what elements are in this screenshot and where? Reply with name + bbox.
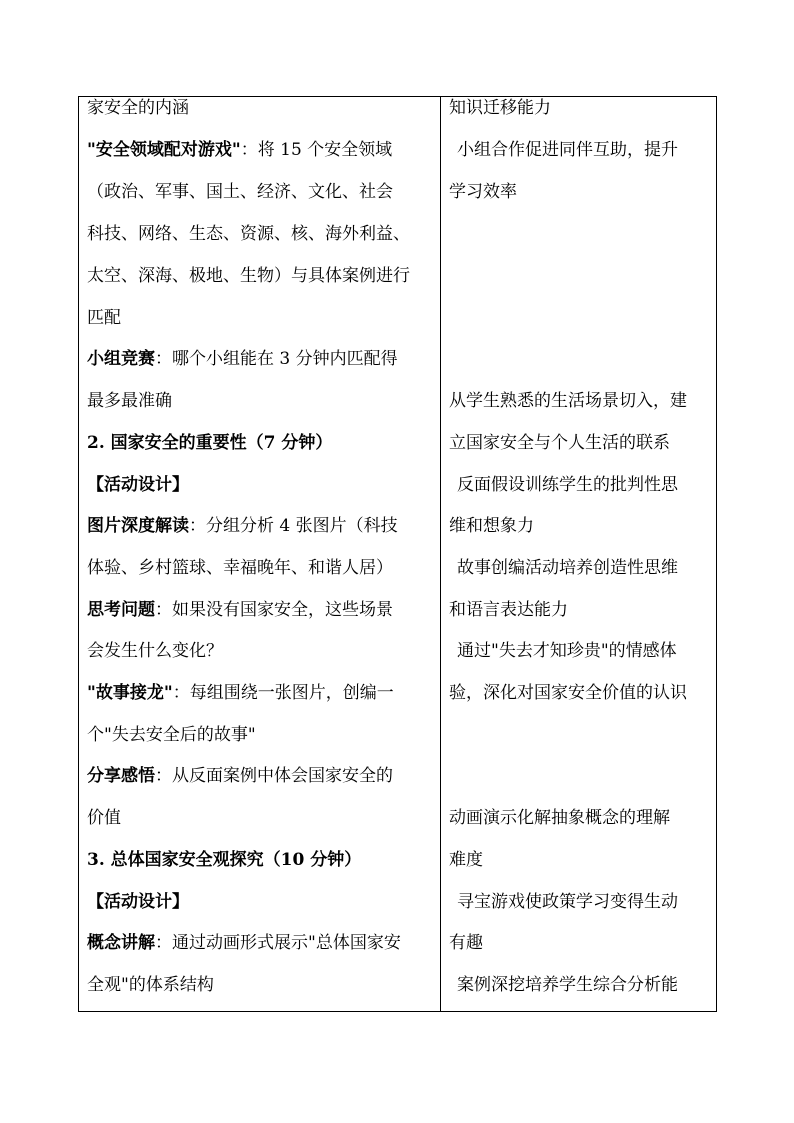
story-title: "故事接龙" xyxy=(87,683,173,703)
text-line: 知识迁移能力 xyxy=(449,98,551,118)
text-line: 太空、深海、极地、生物）与具体案例进行 xyxy=(87,266,410,286)
question-line xyxy=(87,600,393,620)
text-line: 最多最准确 xyxy=(87,391,172,411)
text-line: 会发生什么变化？ xyxy=(87,641,223,661)
story-line xyxy=(87,683,394,703)
concept-line xyxy=(87,933,401,953)
text-line: 动画演示化解抽象概念的理解 xyxy=(449,808,670,828)
text-line: 验，深化对国家安全价值的认识 xyxy=(449,683,687,703)
text-line: 案例深挖培养学生综合分析能 xyxy=(457,975,678,995)
story-text: ：每组围绕一张图片，创编一 xyxy=(172,683,394,703)
text-line: 维和想象力 xyxy=(449,516,534,536)
text-line: 科技、网络、生态、资源、核、海外利益、 xyxy=(87,224,410,244)
text-line: 立国家安全与个人生活的联系 xyxy=(449,433,670,453)
contest-line xyxy=(87,349,398,369)
question-title: 思考问题 xyxy=(87,600,155,620)
picture-reading-text: ：分组分析 4 张图片（科技 xyxy=(189,516,398,536)
text-line: 小组合作促进同伴互助，提升 xyxy=(457,140,678,160)
pairing-game-title: "安全领域配对游戏" xyxy=(87,140,241,160)
text-line: 寻宝游戏使政策学习变得生动 xyxy=(457,892,678,912)
contest-text: ：哪个小组能在 3 分钟内匹配得 xyxy=(155,349,398,369)
text-line: 有趣 xyxy=(449,933,483,953)
text-line: 通过"失去才知珍贵"的情感体 xyxy=(457,641,677,661)
concept-text: ：通过动画形式展示"总体国家安 xyxy=(155,933,401,953)
text-line: （政治、军事、国土、经济、文化、社会 xyxy=(87,182,393,202)
section-3-heading: 3. 总体国家安全观探究（10 分钟） xyxy=(87,850,362,870)
question-text: ：如果没有国家安全，这些场景 xyxy=(155,600,393,620)
pairing-game-text: ：将 15 个安全领域 xyxy=(240,140,393,160)
text-line: 个"失去安全后的故事" xyxy=(87,725,256,745)
share-title: 分享感悟 xyxy=(87,766,155,786)
text-line: 全观"的体系结构 xyxy=(87,975,214,995)
text-line: 从学生熟悉的生活场景切入，建 xyxy=(449,391,687,411)
text-line: 体验、乡村篮球、幸福晚年、和谐人居） xyxy=(87,558,393,578)
activity-design-heading: 【活动设计】 xyxy=(87,475,189,495)
picture-reading-title: 图片深度解读 xyxy=(87,516,189,536)
intent-column xyxy=(441,97,716,1011)
share-line xyxy=(87,766,393,786)
text-line: 和语言表达能力 xyxy=(449,600,568,620)
text-line: 故事创编活动培养创造性思维 xyxy=(457,558,678,578)
pairing-game-line xyxy=(87,140,392,160)
share-text: ：从反面案例中体会国家安全的 xyxy=(155,766,393,786)
contest-title: 小组竞赛 xyxy=(87,349,155,369)
picture-reading-line xyxy=(87,516,398,536)
text-line: 难度 xyxy=(449,850,483,870)
concept-title: 概念讲解 xyxy=(87,933,155,953)
activity-column xyxy=(79,97,441,1011)
text-line: 匹配 xyxy=(87,308,121,328)
text-line: 家安全的内涵 xyxy=(87,98,189,118)
lesson-plan-table xyxy=(78,96,717,1012)
section-2-heading: 2. 国家安全的重要性（7 分钟） xyxy=(87,433,333,453)
text-line: 学习效率 xyxy=(449,182,517,202)
text-line: 反面假设训练学生的批判性思 xyxy=(457,475,678,495)
text-line: 价值 xyxy=(87,808,121,828)
activity-design-heading: 【活动设计】 xyxy=(87,892,189,912)
